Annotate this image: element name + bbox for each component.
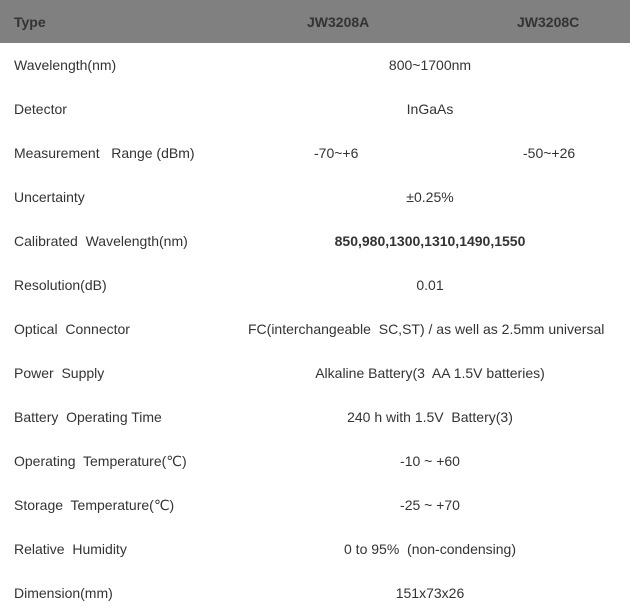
table-row [0,219,630,263]
row-label: Uncertainty [14,189,85,205]
row-value: 240 h with 1.5V Battery(3) [347,409,513,425]
row-value: ±0.25% [406,189,454,205]
row-label: Power Supply [14,365,105,381]
row-value: InGaAs [406,101,454,117]
table-row [0,351,630,395]
row-value: 0.01 [416,277,444,293]
row-value: FC(interchangeable SC,ST) / as well as 2.5mm universal [248,321,605,337]
header-model-c: JW3208C [517,13,580,30]
table-row [0,395,630,439]
table-row [0,483,630,527]
row-value: 151x73x26 [395,585,465,601]
header-model-a: JW3208A [307,13,370,30]
row-label: Measurement Range (dBm) [14,145,195,161]
row-label: Storage Temperature(℃) [14,496,175,513]
row-value: -25 ~ +70 [400,497,460,513]
table-row [0,527,630,571]
table-row [0,571,630,615]
table-row [0,175,630,219]
table-row [0,87,630,131]
row-label: Wavelength(nm) [14,57,117,73]
table-row [0,131,630,175]
row-label: Dimension(mm) [14,585,113,601]
row-value: Alkaline Battery(3 AA 1.5V batteries) [315,365,545,381]
row-label: Relative Humidity [14,541,127,557]
row-value: -10 ~ +60 [400,453,460,469]
table-row [0,439,630,483]
row-label: Battery Operating Time [14,409,162,425]
table-row [0,43,630,87]
row-label: Calibrated Wavelength(nm) [14,233,188,249]
header-type: Type [14,13,46,30]
row-value-c: -50~+26 [523,145,576,161]
row-label: Detector [14,101,67,117]
row-label: Resolution(dB) [14,277,107,293]
table-row [0,307,630,351]
row-value: 850,980,1300,1310,1490,1550 [334,233,526,249]
header-row [0,0,630,43]
row-label: Operating Temperature(℃) [14,452,187,469]
row-label: Optical Connector [14,321,130,337]
row-value-a: -70~+6 [314,145,359,161]
row-value: 0 to 95% (non-condensing) [344,541,516,557]
table-row [0,263,630,307]
row-value: 800~1700nm [388,57,472,73]
